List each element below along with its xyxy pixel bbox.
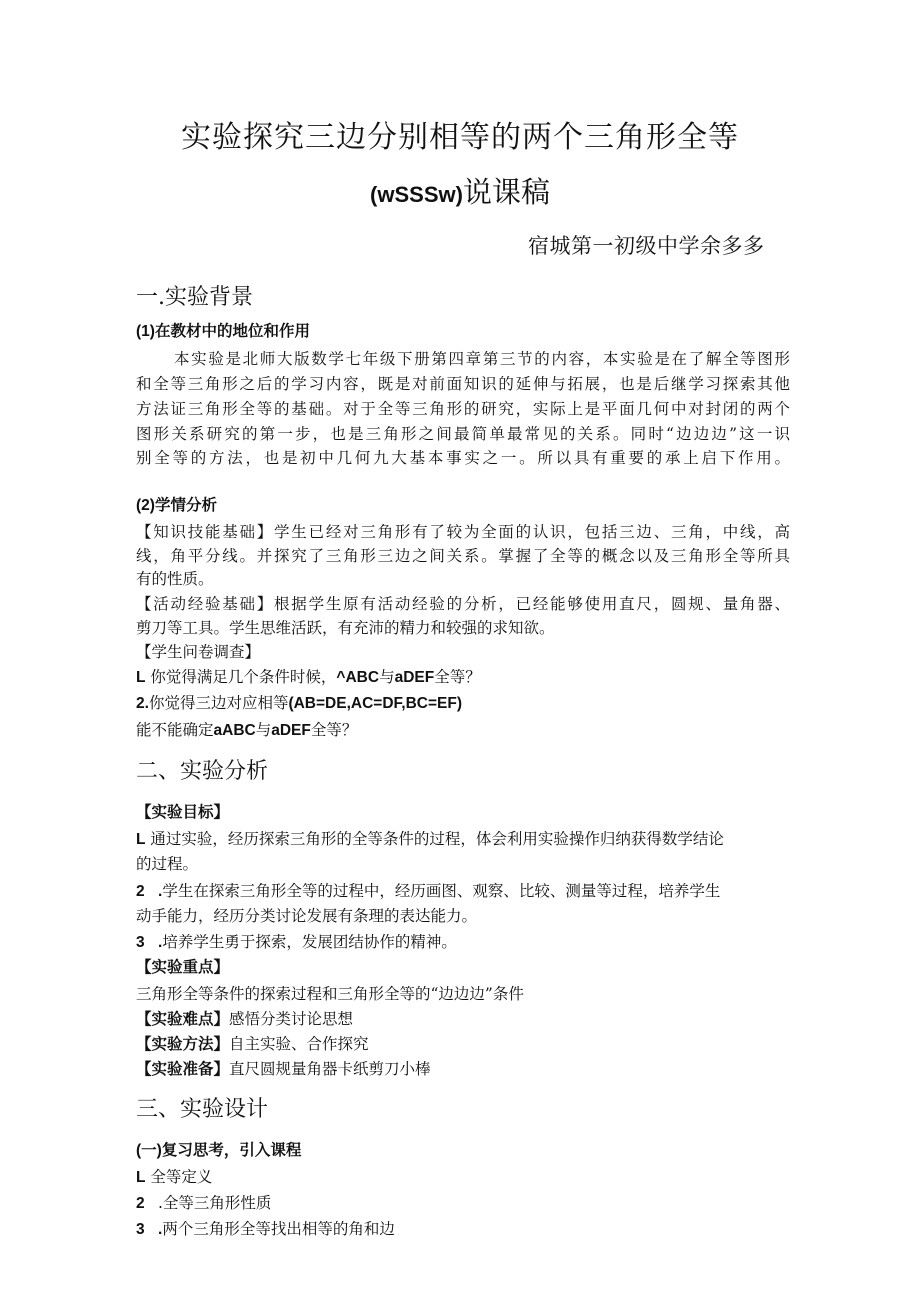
goal-item-1-cont: 的过程。 [136,855,199,873]
section-heading-3: 三、实验设计 [136,1097,269,1122]
key-point-text: 三角形全等条件的探索过程和三角形全等的“边边边”条件 [136,985,524,1003]
goal-item-3: 3 .培养学生勇于探索，发展团结协作的精神。 [136,933,457,951]
document-subtitle [0,172,920,215]
goal-item-2: 2 .学生在探索三角形全等的过程中，经历画图、观察、比较、测量等过程，培养学生 [136,882,721,900]
difficulty-line: 【实验难点】感悟分类讨论思想 [136,1010,354,1028]
paragraph-line: 本实验是北师大版数学七年级下册第四章第三节的内容，本实验是在了解全等图形 [174,350,790,368]
paragraph-line: 【活动经验基础】根据学生原有活动经验的分析，已经能够使用直尺，圆规、量角器、 [136,595,790,613]
survey-question-2-cont: 能不能确定aABC与aDEF全等？ [136,721,358,739]
paragraph-line: 图形关系研究的第一步，也是三角形之间最简单最常见的关系。同时“边边边”这一识 [136,425,790,443]
preparation-line: 【实验准备】直尺圆规量角器卡纸剪刀小棒 [136,1060,431,1078]
subheading-students: (2)学情分析 [136,497,217,514]
key-point-label: 【实验重点】 [136,959,230,976]
author-line: 宿城第一初级中学余多多 [528,234,765,258]
paragraph-line: 方法证三角形全等的基础。对于全等三角形的研究，实际上是平面几何中对封闭的两个 [136,400,790,418]
document-title: 实验探究三边分别相等的两个三角形全等 [181,120,739,155]
survey-question-1: L 你觉得满足几个条件时候，^ABC与aDEF全等？ [136,668,481,686]
section-heading-2: 二、实验分析 [136,759,269,784]
subtitle-text: 说课稿 [462,175,550,209]
subtitle-code: (wSSSw) [370,182,463,207]
review-item-2: 2 .全等三角形性质 [136,1194,272,1212]
paragraph-line: 线，角平分线。并探究了三角形三边之间关系。掌握了全等的概念以及三角形全等所具 [136,547,790,565]
paragraph-line: 有的性质。 [136,570,214,588]
section-heading-1: 一.实验背景 [136,285,253,310]
goal-item-1: L 通过实验，经历探索三角形的全等条件的过程，体会利用实验操作归纳获得数学结论 [136,830,724,848]
method-line: 【实验方法】自主实验、合作探究 [136,1035,369,1053]
review-item-3: 3 .两个三角形全等找出相等的角和边 [136,1220,395,1238]
survey-question-2: 2.你觉得三边对应相等(AB=DE,AC=DF,BC=EF) [136,694,462,712]
paragraph-line: 和全等三角形之后的学习内容，既是对前面知识的延伸与拓展，也是后继学习探索其他 [136,375,790,393]
survey-label: 【学生问卷调查】 [136,643,261,661]
paragraph-line: 别全等的方法，也是初中几何九大基本事实之一。所以具有重要的承上启下作用。 [136,449,790,467]
subheading-review: (一)复习思考，引入课程 [136,1142,302,1159]
paragraph-line: 【知识技能基础】学生已经对三角形有了较为全面的认识，包括三边、三角，中线，高 [136,523,790,541]
subheading-position: (1)在教材中的地位和作用 [136,323,310,340]
goal-item-2-cont: 动手能力，经历分类讨论发展有条理的表达能力。 [136,907,478,925]
paragraph-line: 剪刀等工具。学生思维活跃，有充沛的精力和较强的求知欲。 [136,619,555,637]
review-item-1: L 全等定义 [136,1168,213,1186]
goal-label: 【实验目标】 [136,804,230,821]
